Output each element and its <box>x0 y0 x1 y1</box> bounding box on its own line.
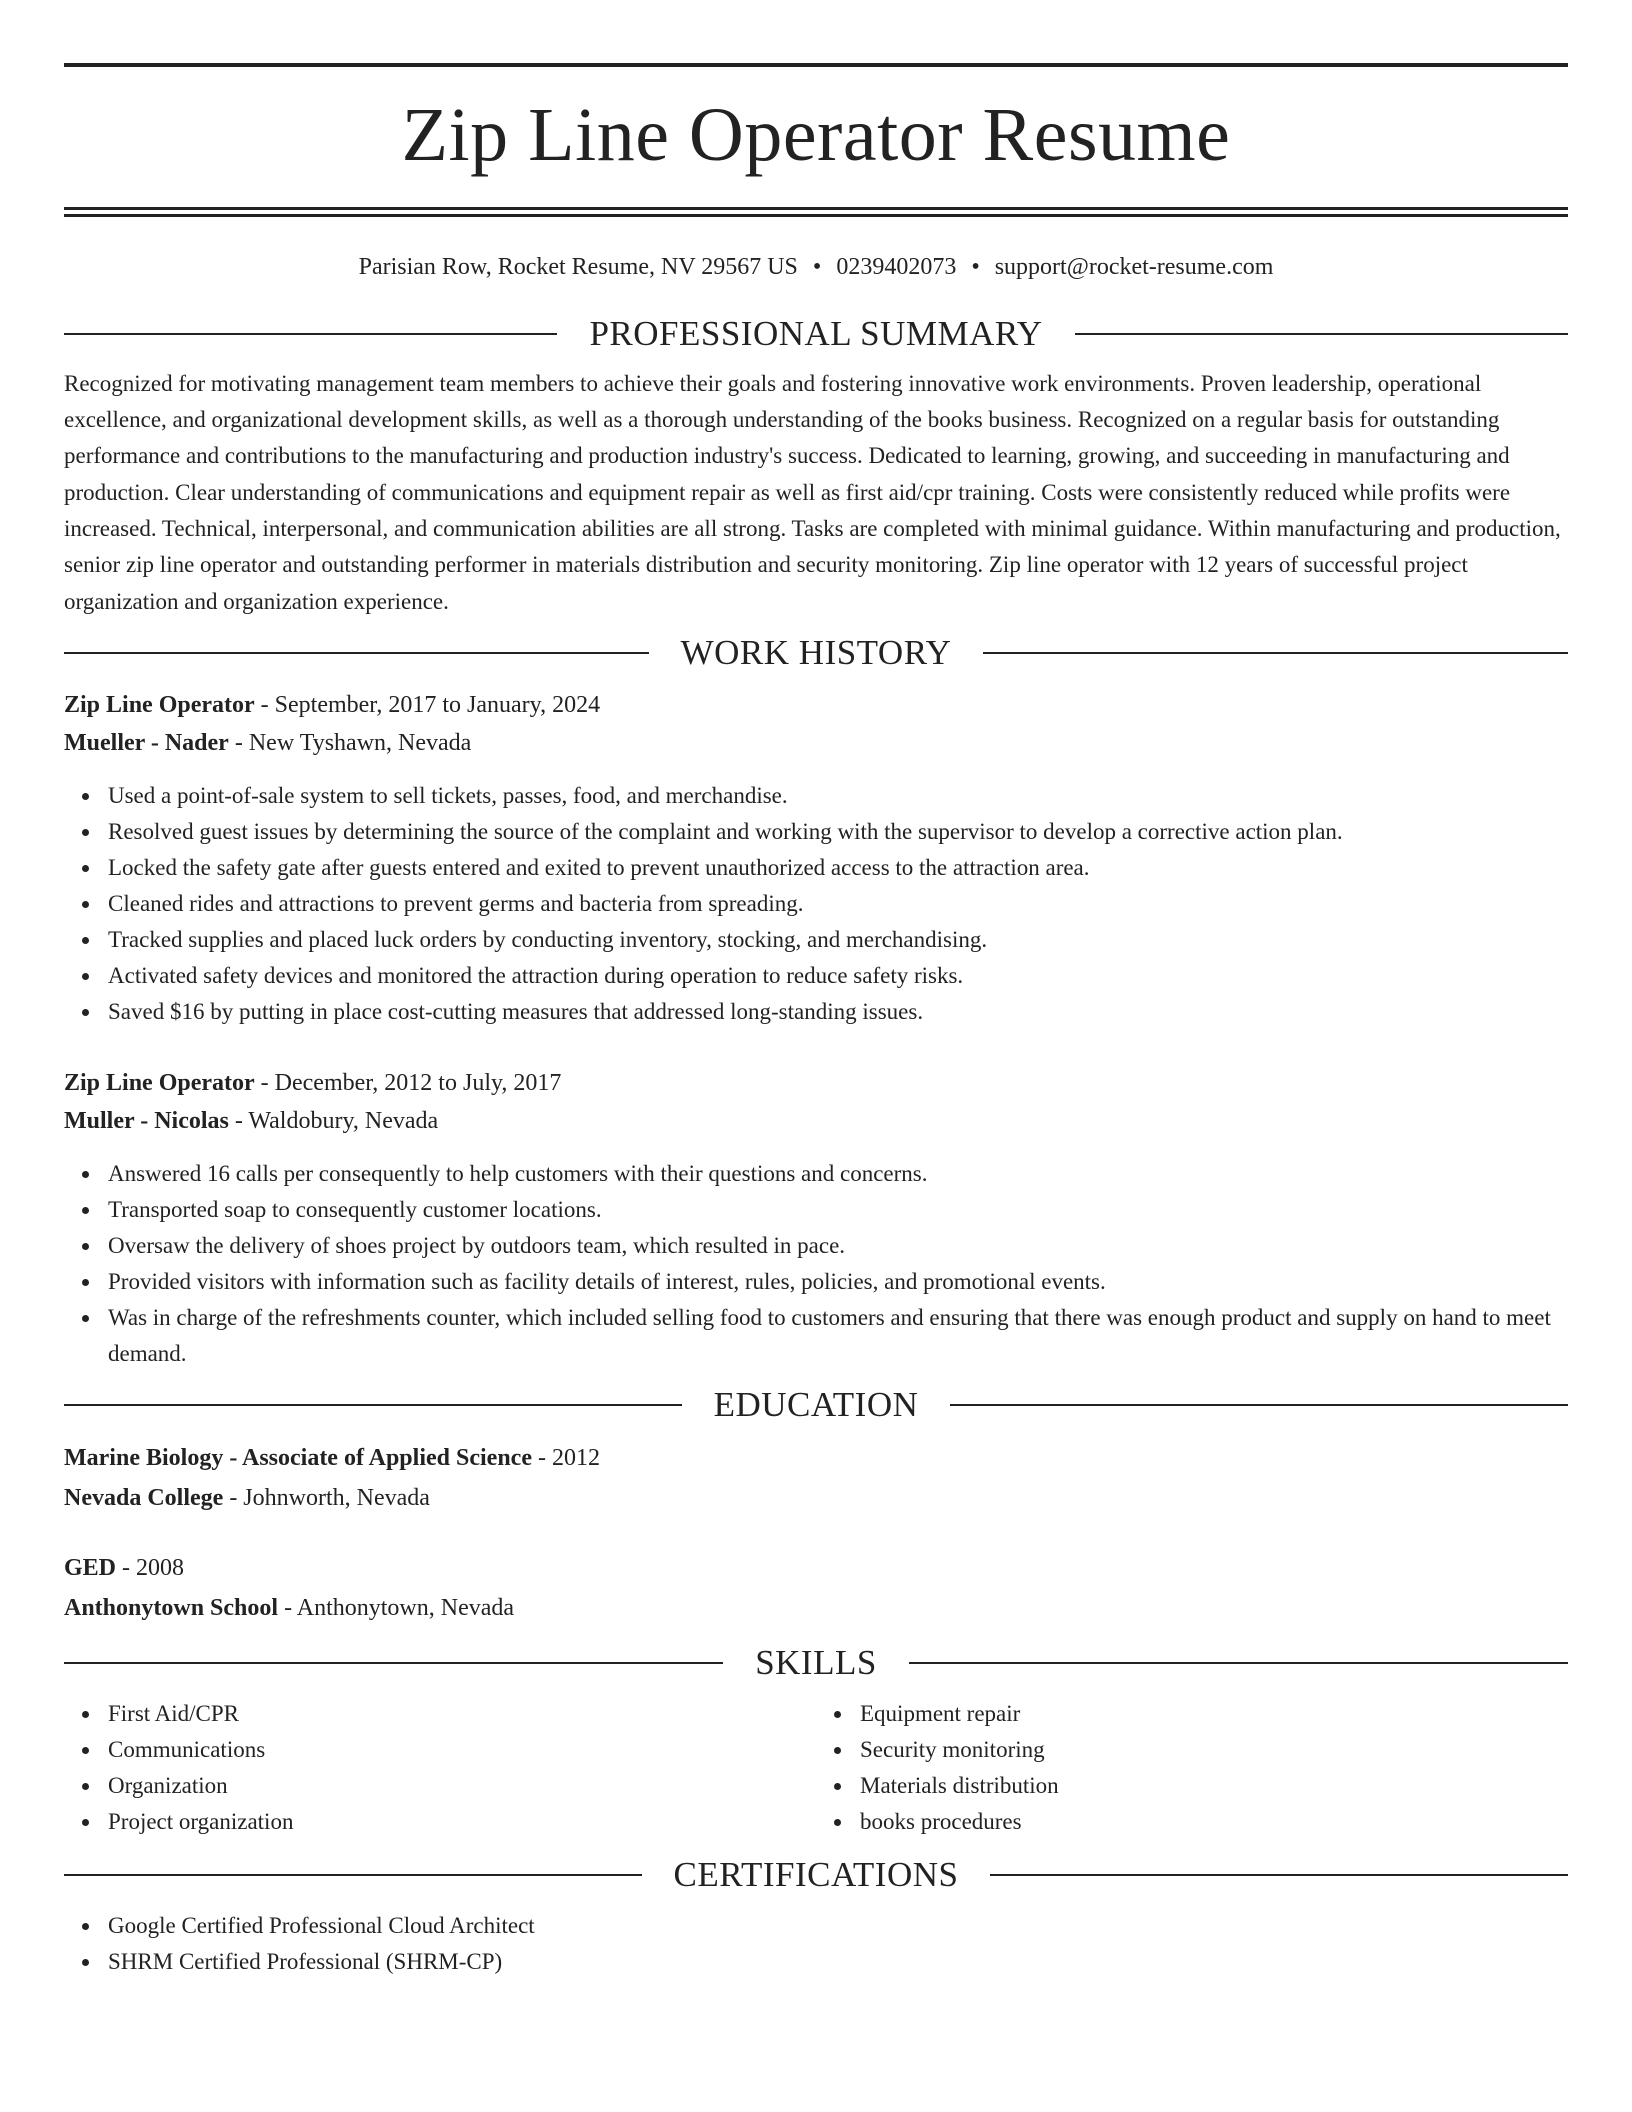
heading-rule-left <box>64 1404 682 1406</box>
skill-item: Materials distribution <box>860 1768 1568 1804</box>
job-company-line <box>64 724 1568 762</box>
title-double-rule <box>64 207 1568 217</box>
skill-item: Equipment repair <box>860 1696 1568 1732</box>
skill-item: Project organization <box>108 1804 816 1840</box>
heading-rule-left <box>64 1662 723 1664</box>
job-bullet: Answered 16 calls per consequently to help customers with their questions and concerns. <box>108 1156 1568 1192</box>
skill-item: Security monitoring <box>860 1732 1568 1768</box>
education-school: Anthonytown School <box>64 1594 279 1621</box>
summary-text: Recognized for motivating management team members to achieve their goals and fostering innovative work environments. Proven leadership, operational excellence, and organizational development skills, as well as a thorough understanding of the books business. Recognized on a regular basis for outstanding performance and contributions to the manufacturing and production industry's success. Dedicated to learning, growing, and succeeding in manufacturing and production. Clear understanding of communications and equipment repair as well as first aid/cpr training. Costs were consistently reduced while profits were increased. Technical, interpersonal, and communication abilities are all strong. Tasks are completed with minimal guidance. Within manufacturing and production, senior zip line operator and outstanding performer in materials distribution and security monitoring. Zip line operator with 12 years of successful project organization and organization experience. <box>64 370 1561 614</box>
contact-email: support@rocket-resume.com <box>994 254 1274 280</box>
education-school-line <box>64 1478 1568 1518</box>
skills-section-heading <box>64 1642 1568 1684</box>
job-bullet: Provided visitors with information such as facility details of interest, rules, policies, and promotional events. <box>108 1264 1568 1300</box>
education-school-line <box>64 1588 1568 1628</box>
education-section-title: EDUCATION <box>713 1385 919 1425</box>
skill-item: Communications <box>108 1732 816 1768</box>
education-year: - 2008 <box>116 1554 185 1581</box>
job-bullet: Oversaw the delivery of shoes project by outdoors team, which resulted in pace. <box>108 1228 1568 1264</box>
work-section-title: WORK HISTORY <box>680 633 952 673</box>
skills-list <box>64 1696 1568 1840</box>
heading-rule-right <box>990 1874 1568 1876</box>
work-section-heading <box>64 632 1568 674</box>
education-degree: Marine Biology - Associate of Applied Science <box>64 1444 532 1471</box>
job-entry <box>64 1064 1568 1372</box>
job-title-line <box>64 1064 1568 1102</box>
heading-rule-right <box>950 1404 1568 1406</box>
heading-rule-left <box>64 1874 642 1876</box>
education-entry <box>64 1548 1568 1628</box>
top-rule <box>64 63 1568 67</box>
contact-separator: • <box>971 254 980 280</box>
education-entry <box>64 1438 1568 1518</box>
job-company-line <box>64 1102 1568 1140</box>
job-bullet: Was in charge of the refreshments counter, which included selling food to customers and ensuring that there was enough product and supply on hand to meet demand. <box>108 1300 1568 1372</box>
education-section-heading <box>64 1384 1568 1426</box>
job-company: Mueller - Nader <box>64 729 229 756</box>
job-dates: - December, 2012 to July, 2017 <box>254 1069 562 1096</box>
job-bullet: Cleaned rides and attractions to prevent germs and bacteria from spreading. <box>108 886 1568 922</box>
job-location: - New Tyshawn, Nevada <box>228 729 472 756</box>
job-bullet: Used a point-of-sale system to sell tickets, passes, food, and merchandise. <box>108 778 1568 814</box>
resume-title: Zip Line Operator Resume <box>401 93 1231 177</box>
summary-section-heading <box>64 313 1568 355</box>
job-title: Zip Line Operator <box>64 691 255 718</box>
heading-rule-right <box>909 1662 1568 1664</box>
job-bullets <box>64 1156 1568 1372</box>
education-school: Nevada College <box>64 1484 224 1511</box>
heading-rule-right <box>1075 333 1568 335</box>
job-location: - Waldobury, Nevada <box>228 1107 439 1134</box>
resume-page <box>64 63 1568 1980</box>
certifications-section-title: CERTIFICATIONS <box>673 1855 959 1895</box>
certification-item: SHRM Certified Professional (SHRM-CP) <box>108 1944 1568 1980</box>
heading-rule-right <box>983 652 1568 654</box>
skills-column-left <box>64 1696 816 1840</box>
job-bullet: Locked the safety gate after guests entered and exited to prevent unauthorized access to the attraction area. <box>108 850 1568 886</box>
skill-item: Organization <box>108 1768 816 1804</box>
skill-item: First Aid/CPR <box>108 1696 816 1732</box>
contact-line <box>64 253 1568 282</box>
contact-address: Parisian Row, Rocket Resume, NV 29567 US <box>358 254 798 280</box>
skills-section-title: SKILLS <box>755 1643 877 1683</box>
job-bullets <box>64 778 1568 1030</box>
education-location: - Anthonytown, Nevada <box>278 1594 515 1621</box>
contact-phone: 0239402073 <box>836 254 957 280</box>
certifications-list <box>64 1908 1568 1980</box>
job-company: Muller - Nicolas <box>64 1107 229 1134</box>
education-year: - 2012 <box>531 1444 600 1471</box>
certifications-section-heading <box>64 1854 1568 1896</box>
job-bullet: Tracked supplies and placed luck orders by conducting inventory, stocking, and merchandising. <box>108 922 1568 958</box>
contact-separator: • <box>812 254 822 280</box>
job-bullet: Transported soap to consequently customer locations. <box>108 1192 1568 1228</box>
job-bullet: Saved $16 by putting in place cost-cutting measures that addressed long-standing issues. <box>108 994 1568 1030</box>
heading-rule-left <box>64 652 649 654</box>
heading-rule-left <box>64 333 557 335</box>
education-location: - Johnworth, Nevada <box>223 1484 430 1511</box>
certification-item: Google Certified Professional Cloud Architect <box>108 1908 1568 1944</box>
job-entry <box>64 686 1568 1030</box>
summary-section-title: PROFESSIONAL SUMMARY <box>589 314 1043 354</box>
skills-column-right <box>816 1696 1568 1840</box>
education-degree: GED <box>64 1554 117 1581</box>
job-bullet: Activated safety devices and monitored the attraction during operation to reduce safety risks. <box>108 958 1568 994</box>
job-dates: - September, 2017 to January, 2024 <box>254 691 601 718</box>
skill-item: books procedures <box>860 1804 1568 1840</box>
education-degree-line <box>64 1548 1568 1588</box>
job-bullet: Resolved guest issues by determining the source of the complaint and working with the supervisor to develop a corrective action plan. <box>108 814 1568 850</box>
education-degree-line <box>64 1438 1568 1478</box>
job-title-line <box>64 686 1568 724</box>
job-title: Zip Line Operator <box>64 1069 255 1096</box>
